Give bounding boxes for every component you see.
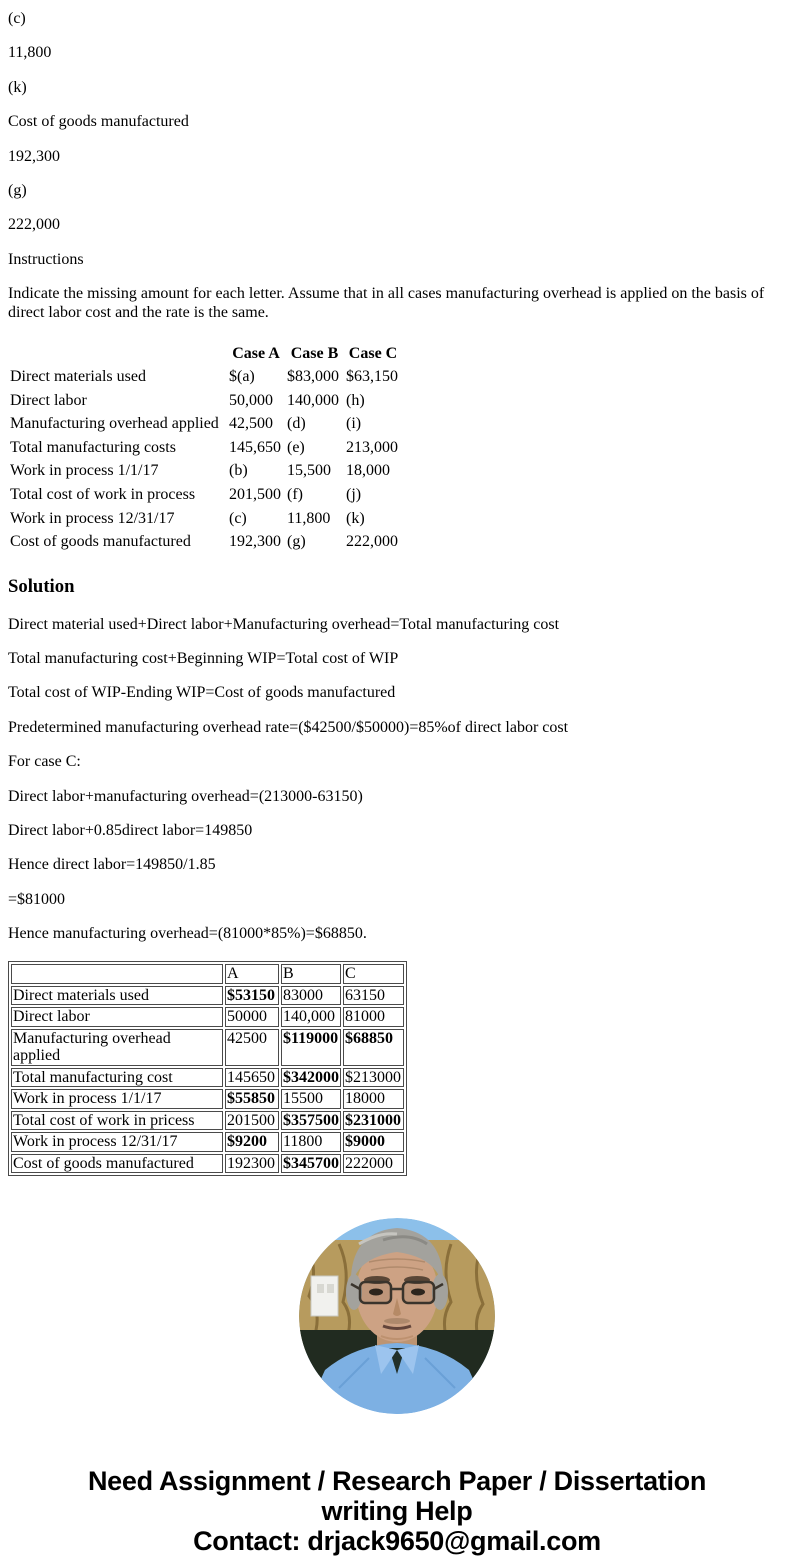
- column-header: A: [225, 964, 279, 984]
- row-label: Manufacturing overhead applied: [10, 415, 219, 433]
- table-cell: (e): [287, 438, 305, 456]
- table-cell: 192300: [225, 1154, 279, 1174]
- row-label: Direct labor: [11, 1007, 223, 1027]
- solution-line: Hence manufacturing overhead=(81000*85%)=$68850.: [8, 925, 367, 943]
- row-label: Cost of goods manufactured: [11, 1154, 223, 1174]
- table-row: [11, 1029, 404, 1066]
- avatar: [299, 1218, 495, 1414]
- table-row: [8, 459, 402, 483]
- column-header: Case A: [232, 344, 280, 362]
- table-row: [11, 1111, 404, 1131]
- table-cell: $63,150: [346, 368, 398, 386]
- table-cell: (c): [229, 509, 247, 527]
- row-label: Work in process 12/31/17: [10, 509, 175, 527]
- instructions-text: Indicate the missing amount for each letter. Assume that in all cases manufacturing overhead is applied on the basis of direct labor cost and the rate is the same.: [8, 285, 765, 321]
- table-cell: (k): [346, 509, 365, 527]
- answer-table: [8, 961, 407, 1176]
- solution-line: Hence direct labor=149850/1.85: [8, 856, 216, 874]
- table-cell: 18000: [343, 1089, 404, 1109]
- table-cell: 50000: [225, 1007, 279, 1027]
- avatar-container: [8, 1218, 786, 1414]
- row-label: Total cost of work in process: [10, 486, 196, 503]
- banner-line: Contact: drjack9650@gmail.com: [193, 1526, 601, 1556]
- table-cell: 11,800: [287, 509, 331, 527]
- table-row: [11, 1089, 404, 1109]
- case-comparison-table: [8, 342, 402, 554]
- table-header-row: [11, 964, 404, 984]
- column-header: [11, 964, 223, 984]
- table-cell: (h): [346, 391, 365, 409]
- table-cell: $55850: [225, 1089, 279, 1109]
- table-cell: 63150: [343, 986, 404, 1006]
- table-cell: 11800: [281, 1132, 341, 1152]
- column-header: [8, 342, 227, 366]
- table-cell: 83000: [281, 986, 341, 1006]
- table-cell: 42500: [225, 1029, 279, 1066]
- value-line: 192,300: [8, 147, 60, 165]
- table-cell: (d): [287, 415, 306, 433]
- table-cell: $9200: [225, 1132, 279, 1152]
- table-cell: 222000: [343, 1154, 404, 1174]
- table-cell: 222,000: [346, 533, 398, 551]
- row-label: Cost of goods manufactured: [10, 533, 191, 551]
- solution-line: Predetermined manufacturing overhead rate=($42500/$50000)=85%of direct labor cost: [8, 718, 569, 736]
- row-label: Total manufacturing costs: [10, 438, 176, 456]
- row-label: Work in process 12/31/17: [11, 1132, 223, 1152]
- row-label: Direct materials used: [10, 368, 146, 386]
- solution-line: Direct material used+Direct labor+Manufacturing overhead=Total manufacturing cost: [8, 615, 560, 633]
- tutor-photo-illustration: [299, 1218, 495, 1414]
- table-cell: 18,000: [346, 462, 390, 480]
- value-line: Cost of goods manufactured: [8, 113, 189, 131]
- table-row: [11, 1154, 404, 1174]
- table-cell: $(a): [229, 368, 255, 386]
- table-cell: 192,300: [229, 533, 281, 551]
- table-row: [11, 1007, 404, 1027]
- table-cell: $213000: [343, 1068, 404, 1088]
- table-row: [8, 530, 402, 554]
- table-cell: (f): [287, 486, 303, 503]
- table-cell: $119000: [281, 1029, 341, 1066]
- table-cell: 201,500: [229, 486, 281, 503]
- solution-line: Direct labor+manufacturing overhead=(213000-63150): [8, 787, 363, 805]
- table-cell: 15,500: [287, 462, 331, 480]
- table-row: [8, 365, 402, 389]
- value-line: (c): [8, 10, 26, 27]
- table-row: [8, 412, 402, 436]
- table-cell: 201500: [225, 1111, 279, 1131]
- row-label: Manufacturing overhead applied: [11, 1029, 223, 1066]
- solution-line: For case C:: [8, 753, 81, 771]
- table-row: [8, 389, 402, 413]
- value-line: (k): [8, 78, 27, 96]
- banner-line: writing Help: [321, 1496, 473, 1527]
- row-label: Work in process 1/1/17: [10, 462, 159, 480]
- value-line: 222,000: [8, 216, 60, 234]
- banner-line: Need Assignment / Research Paper / Dissertation: [87, 1466, 707, 1497]
- table-cell: $68850: [343, 1029, 404, 1066]
- instructions-label: Instructions: [8, 250, 84, 268]
- table-cell: 42,500: [229, 415, 273, 433]
- column-header: C: [343, 964, 404, 984]
- table-cell: 140,000: [287, 391, 339, 409]
- solution-line: =$81000: [8, 890, 66, 908]
- table-cell: $231000: [343, 1111, 404, 1131]
- row-label: Direct materials used: [11, 986, 223, 1006]
- table-cell: 213,000: [346, 438, 398, 456]
- value-line: 11,800: [8, 44, 52, 62]
- table-cell: (i): [346, 415, 362, 433]
- value-line: (g): [8, 181, 27, 199]
- solution-line: Total cost of WIP-Ending WIP=Cost of goods manufactured: [8, 684, 396, 702]
- table-cell: (b): [229, 462, 248, 480]
- column-header: Case B: [290, 344, 339, 362]
- row-label: Total cost of work in pricess: [11, 1111, 223, 1131]
- table-cell: 145,650: [229, 438, 281, 456]
- table-cell: (j): [346, 486, 362, 503]
- table-row: [11, 1068, 404, 1088]
- contact-banner: [8, 1466, 786, 1556]
- table-cell: $53150: [225, 986, 279, 1006]
- table-row: [11, 1132, 404, 1152]
- table-row: [11, 986, 404, 1006]
- column-header: B: [281, 964, 341, 984]
- table-cell: $345700: [283, 1154, 339, 1172]
- table-row: [8, 507, 402, 531]
- table-cell: (g): [287, 533, 306, 551]
- table-cell: 140,000: [281, 1007, 341, 1027]
- table-cell: 81000: [343, 1007, 404, 1027]
- document-page: [8, 10, 786, 1556]
- table-cell: 145650: [225, 1068, 279, 1088]
- table-cell: $83,000: [287, 368, 339, 386]
- solution-line: Direct labor+0.85direct labor=149850: [8, 821, 253, 839]
- table-cell: $357500: [283, 1111, 339, 1129]
- table-row: [8, 436, 402, 460]
- table-cell: $342000: [283, 1068, 339, 1086]
- column-header: Case C: [348, 344, 398, 362]
- table-cell: 50,000: [229, 391, 273, 409]
- solution-heading: Solution: [8, 575, 75, 597]
- table-cell: $9000: [343, 1132, 404, 1152]
- row-label: Direct labor: [10, 391, 87, 409]
- table-header-row: [8, 342, 402, 366]
- row-label: Work in process 1/1/17: [11, 1089, 223, 1109]
- solution-line: Total manufacturing cost+Beginning WIP=Total cost of WIP: [8, 649, 399, 667]
- table-cell: 15500: [281, 1089, 341, 1109]
- row-label: Total manufacturing cost: [11, 1068, 223, 1088]
- table-row: [8, 483, 402, 507]
